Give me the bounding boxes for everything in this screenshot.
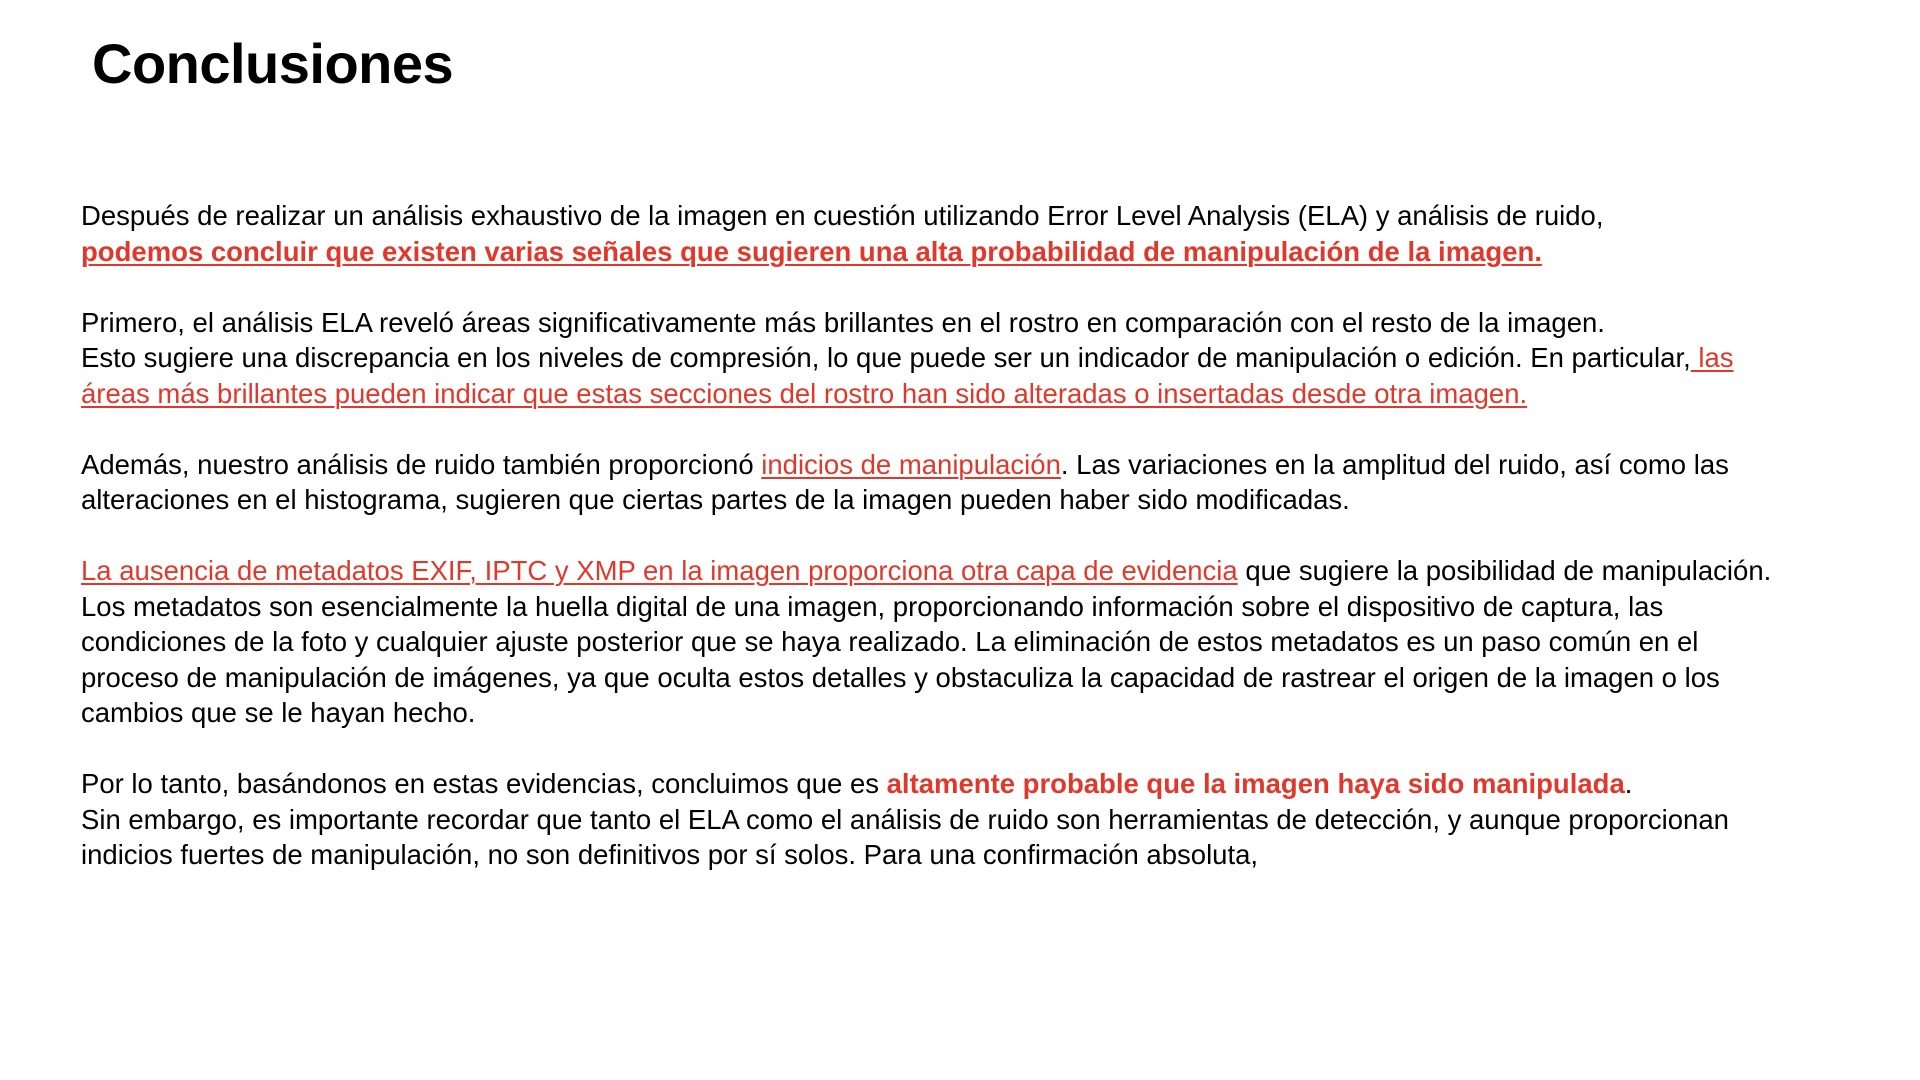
- conclusion-text-2: .: [1624, 768, 1633, 799]
- ela-text-2: Esto sugiere una discrepancia en los niveles de compresión, lo que puede ser un indicador de manipulación o edición. En particular,: [81, 342, 1691, 373]
- metadata-text: que sugiere la posibilidad de manipulación. Los metadatos son esencialmente la huella digital de una imagen, proporcionando información sobre el dispositivo de captura, las condiciones de la foto y cualquier ajuste posterior que se haya realizado. La eliminación de estos metadatos es un paso común en el proceso de manipulación de imágenes, ya que oculta estos detalles y obstaculiza la capacidad de rastrear el origen de la imagen o los cambios que se le hayan hecho.: [81, 555, 1772, 728]
- ela-highlight: las áreas más brillantes pueden indicar que estas secciones del rostro han sido alteradas o insertadas desde otra imagen.: [81, 342, 1734, 409]
- paragraph-ela: [81, 305, 1781, 412]
- noise-text-1: Además, nuestro análisis de ruido también proporcionó: [81, 448, 762, 480]
- intro-highlight: podemos concluir que existen varias señales que sugieren una alta probabilidad de manipulación de la imagen.: [81, 235, 1542, 267]
- conclusion-text-3: Sin embargo, es importante recordar que tanto el ELA como el análisis de ruido son herramientas de detección, y aunque proporcionan indicios fuertes de manipulación, no son definitivos por sí solos. Para una confirmación absoluta,: [81, 803, 1729, 870]
- metadata-highlight: La ausencia de metadatos EXIF, IPTC y XMP en la imagen proporciona otra capa de evidencia: [81, 555, 1238, 586]
- paragraph-intro: [81, 198, 1781, 269]
- ela-text-1: Primero, el análisis ELA reveló áreas significativamente más brillantes en el rostro en comparación con el resto de la imagen.: [81, 306, 1605, 338]
- intro-text: Después de realizar un análisis exhaustivo de la imagen en cuestión utilizando Error Level Analysis (ELA) y análisis de ruido,: [81, 200, 1604, 231]
- paragraph-conclusion: [81, 766, 1781, 873]
- slide-title: Conclusiones: [92, 32, 454, 95]
- noise-text-2: . Las variaciones en la amplitud del ruido, así como las alteraciones en el histograma, sugieren que ciertas partes de la imagen pueden haber sido modificadas.: [81, 448, 1729, 515]
- paragraph-noise: [81, 447, 1781, 518]
- noise-highlight: indicios de manipulación: [761, 448, 1061, 480]
- paragraph-metadata: [81, 553, 1781, 731]
- conclusion-highlight: altamente probable que la imagen haya sido manipulada: [886, 768, 1625, 799]
- conclusion-text-1: Por lo tanto, basándonos en estas evidencias, concluimos que es: [81, 768, 887, 799]
- slide-body: [81, 198, 1781, 908]
